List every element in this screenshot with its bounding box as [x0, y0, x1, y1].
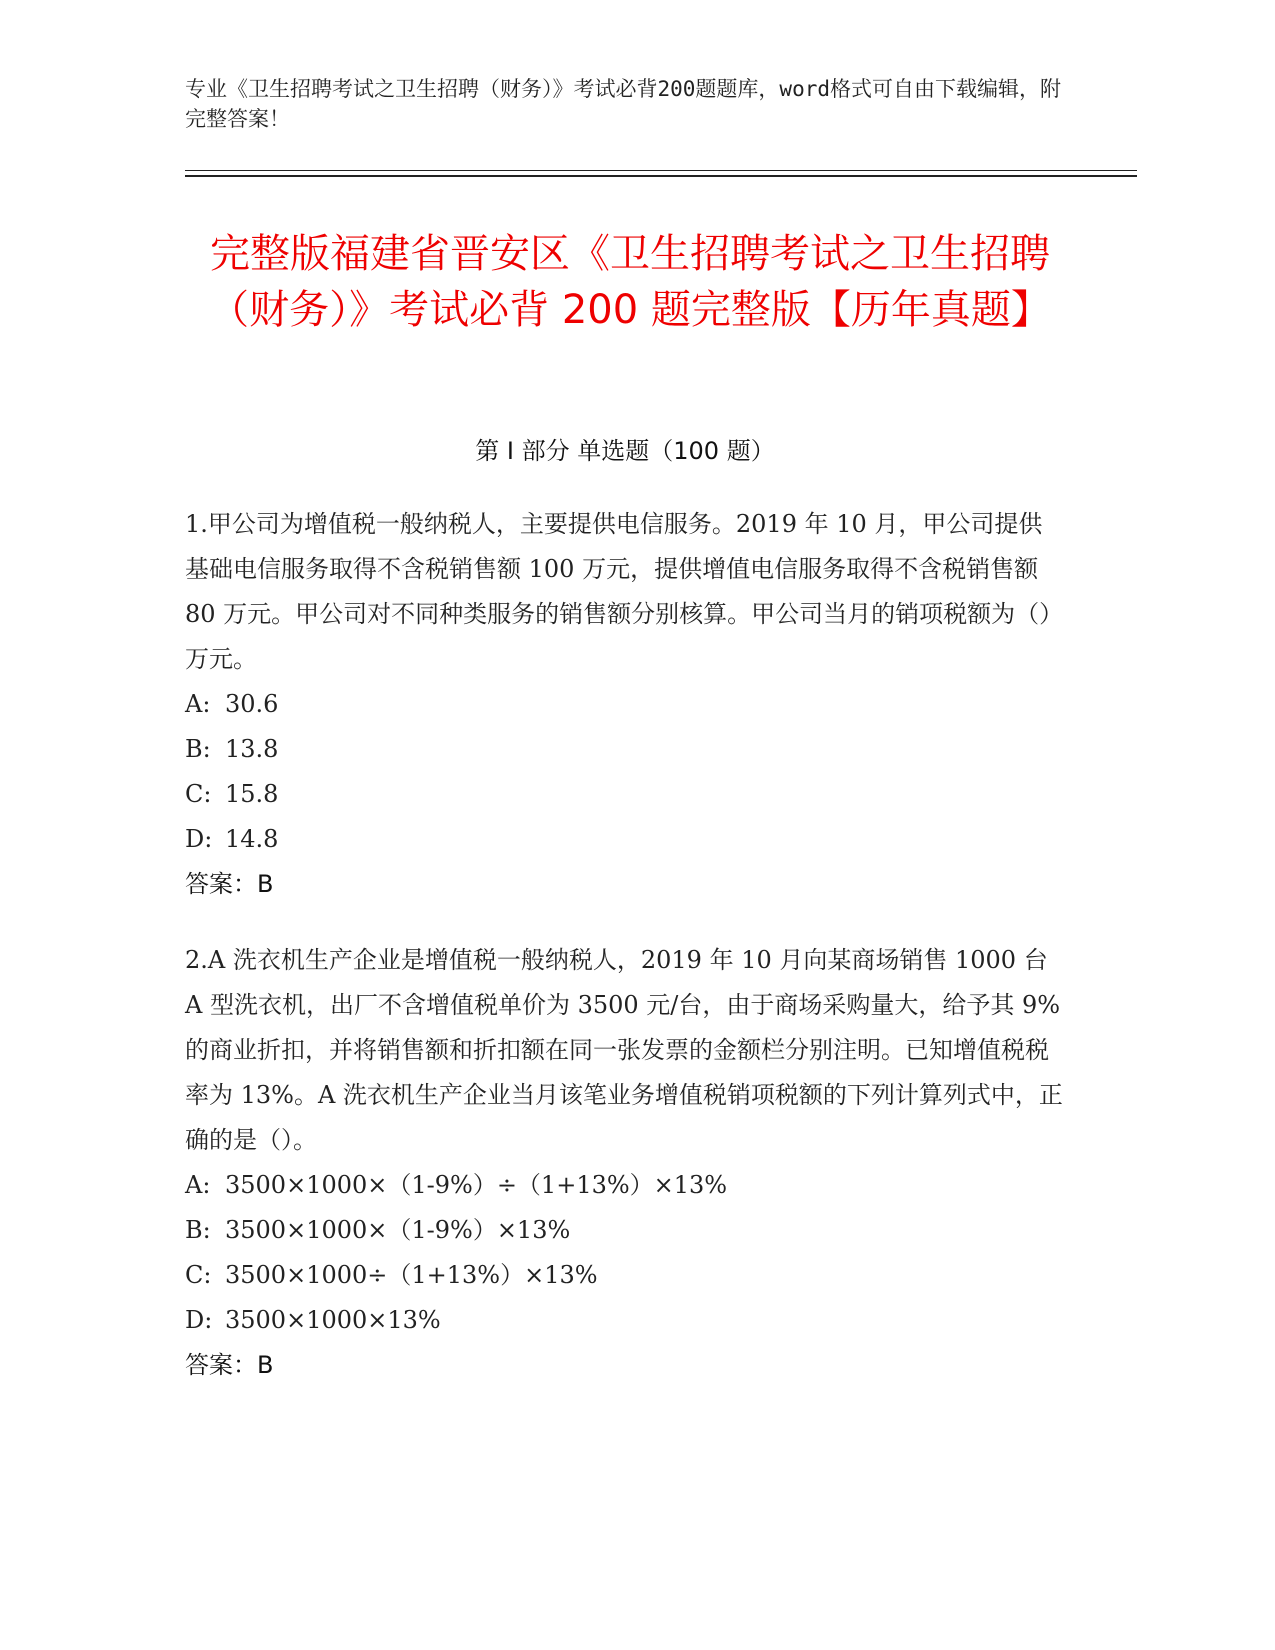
option-b: [185, 727, 1065, 772]
question-2: [185, 938, 1065, 1388]
option-letter: D:: [185, 825, 213, 853]
option-a: [185, 1163, 1065, 1208]
option-text: 15.8: [225, 780, 279, 808]
option-letter: B:: [185, 735, 211, 763]
question-stem: 1.甲公司为增值税一般纳税人，主要提供电信服务。2019 年 10 月，甲公司提供基础电信服务取得不含税销售额 100 万元，提供增值电信服务取得不含税销售额 80 万元。甲公司对不同种类服务的销售额分别核算。甲公司当月的销项税额为（）万元。: [185, 510, 1064, 673]
section-heading: 第 I 部分 单选题（100 题）: [475, 437, 775, 465]
option-d: [185, 1298, 1065, 1343]
option-text: 13.8: [225, 735, 279, 763]
header-divider-thin: [185, 170, 1137, 171]
option-text: 30.6: [225, 690, 279, 718]
option-letter: A:: [185, 1171, 211, 1199]
option-text: 3500×1000×13%: [225, 1306, 441, 1334]
option-text: 3500×1000×（1-9%）÷（1+13%）×13%: [225, 1171, 728, 1199]
answer-line: 答案：B: [185, 870, 274, 898]
option-letter: C:: [185, 1261, 212, 1289]
option-b: [185, 1208, 1065, 1253]
option-text: 3500×1000×（1-9%）×13%: [225, 1216, 571, 1244]
option-d: [185, 817, 1065, 862]
question-1: [185, 502, 1065, 907]
option-c: [185, 772, 1065, 817]
question-stem: 2.A 洗衣机生产企业是增值税一般纳税人，2019 年 10 月向某商场销售 1000 台 A 型洗衣机，出厂不含增值税单价为 3500 元/台，由于商场采购量大，给予其 9%的商业折扣，并将销售额和折扣额在同一张发票的金额栏分别注明。已知增值税税率为 13%。A 洗衣机生产企业当月该笔业务增值税销项税额的下列计算列式中，正确的是（）。: [185, 946, 1063, 1154]
document-title: 完整版福建省晋安区《卫生招聘考试之卫生招聘（财务）》考试必背 200 题完整版【历年真题】: [209, 231, 1051, 333]
header-note: 专业《卫生招聘考试之卫生招聘（财务）》考试必背200题题库，word格式可自由下载编辑，附完整答案！: [185, 77, 1061, 131]
option-text: 3500×1000÷（1+13%）×13%: [225, 1261, 598, 1289]
option-letter: A:: [185, 690, 211, 718]
option-c: [185, 1253, 1065, 1298]
option-a: [185, 682, 1065, 727]
answer-line: 答案：B: [185, 1351, 274, 1379]
option-letter: D:: [185, 1306, 213, 1334]
option-letter: C:: [185, 780, 212, 808]
option-text: 14.8: [225, 825, 279, 853]
header-divider-thick: [185, 175, 1137, 177]
option-letter: B:: [185, 1216, 211, 1244]
